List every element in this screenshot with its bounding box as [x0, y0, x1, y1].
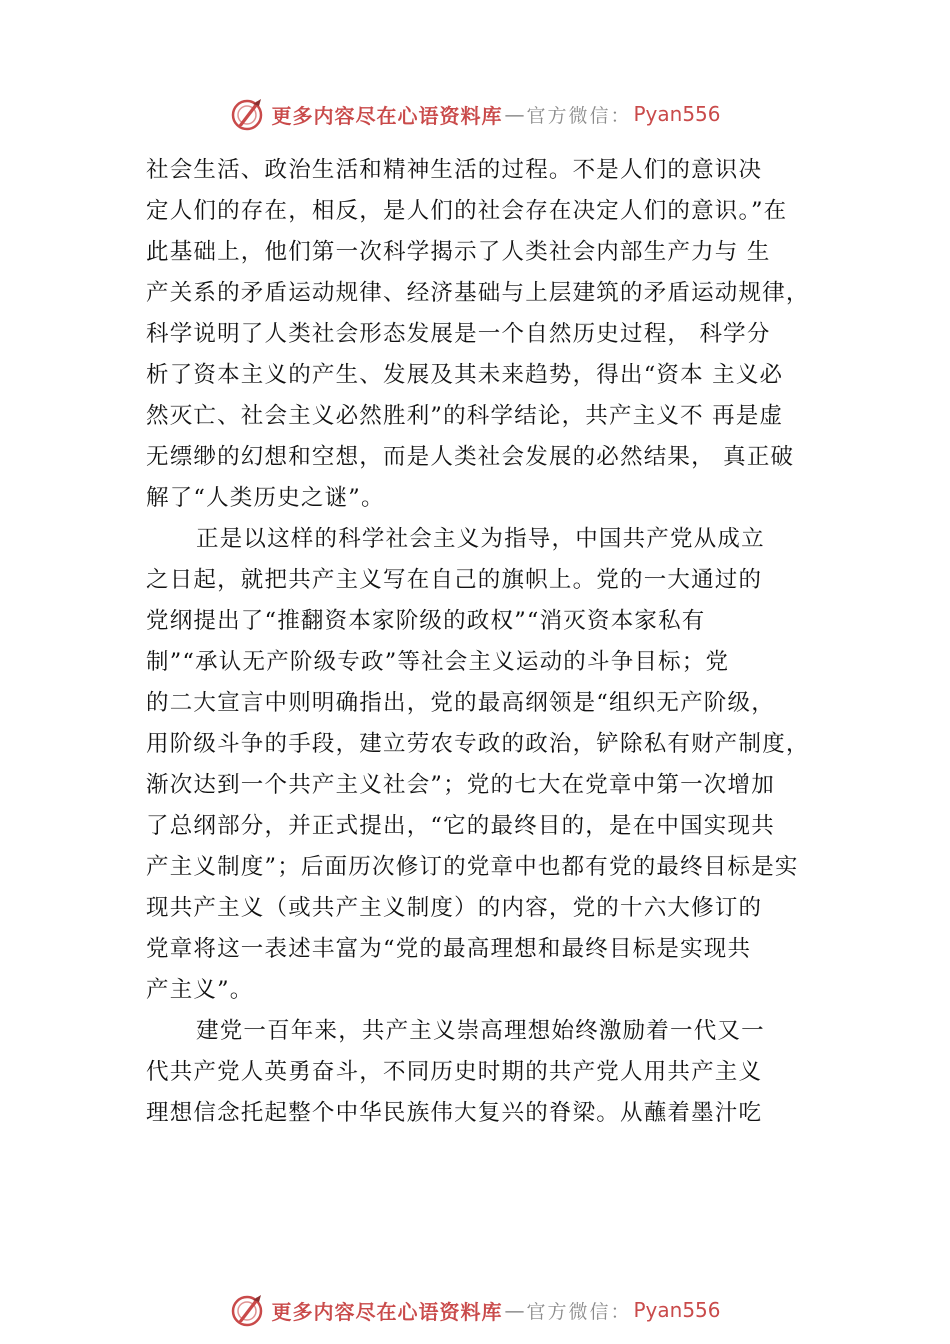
- text-line: 党章将这一表述丰富为“党的最高理想和最终目标是实现共: [146, 936, 752, 962]
- text-line: 社会生活、政治生活和精神生活的过程。不是人们的意识决: [146, 157, 763, 183]
- text-line: 用阶级斗争的手段，建立劳农专政的政治，铲除私有财产制度，: [146, 731, 810, 757]
- text-line: 之日起，就把共产主义写在自己的旗帜上。党的一大通过的: [146, 567, 763, 593]
- text-line: 然灭亡、社会主义必然胜利”的科学结论，共产主义不 再是虚: [146, 403, 784, 429]
- text-line: 产主义制度”；后面历次修订的党章中也都有党的最终目标是实: [146, 854, 799, 880]
- text-line: 党纲提出了“推翻资本家阶级的政权”“消灭资本家私有: [146, 608, 706, 634]
- text-line: 的二大宣言中则明确指出，党的最高纲领是“组织无产阶级，: [146, 690, 775, 716]
- footer-wechat-id: Pyan556: [633, 1298, 721, 1322]
- text-line: 现共产主义（或共产主义制度）的内容，党的十六大修订的: [146, 895, 763, 921]
- text-line: 析了资本主义的产生、发展及其未来趋势，得出“资本 主义必: [146, 362, 784, 388]
- text-line: 产主义”。: [146, 977, 254, 1003]
- header-banner: [0, 92, 950, 136]
- text-line: 产关系的矛盾运动规律、经济基础与上层建筑的矛盾运动规律，: [146, 280, 810, 306]
- text-line: 此基础上，他们第一次科学揭示了人类社会内部生产力与 生: [146, 239, 771, 265]
- text-line: 解了“人类历史之谜”。: [146, 485, 385, 511]
- text-line: 定人们的存在，相反，是人们的社会存在决定人们的意识。”在: [146, 198, 788, 224]
- header-wechat-label: 官方微信：: [526, 104, 632, 127]
- text-line: 无缥缈的幻想和空想，而是人类社会发展的必然结果， 真正破: [146, 444, 795, 470]
- footer-brand: 更多内容尽在心语资料库: [271, 1299, 503, 1324]
- text-line: 科学说明了人类社会形态发展是一个自然历史过程， 科学分: [146, 321, 771, 347]
- footer-banner: [0, 1288, 950, 1332]
- text-line: 制”“承认无产阶级专政”等社会主义运动的斗争目标；党: [146, 649, 730, 675]
- footer-dash: —: [504, 1298, 525, 1322]
- header-wechat-id: Pyan556: [633, 102, 721, 126]
- header-brand: 更多内容尽在心语资料库: [271, 103, 503, 128]
- text-line: 渐次达到一个共产主义社会”；党的七大在党章中第一次增加: [146, 772, 775, 798]
- quill-logo-icon: [229, 1292, 265, 1328]
- header-dash: —: [504, 102, 525, 126]
- text-line: 了总纲部分，并正式提出，“它的最终目的，是在中国实现共: [146, 813, 775, 839]
- footer-wechat-label: 官方微信：: [526, 1300, 632, 1323]
- quill-logo-icon: [229, 96, 265, 132]
- paragraph-start-line: 建党一百年来，共产主义崇高理想始终激励着一代又一: [196, 1018, 765, 1044]
- text-line: 理想信念托起整个中华民族伟大复兴的脊梁。从蘸着墨汁吃: [146, 1100, 763, 1126]
- text-line: 代共产党人英勇奋斗，不同历史时期的共产党人用共产主义: [146, 1059, 763, 1085]
- document-body: [146, 150, 836, 1134]
- paragraph-start-line: 正是以这样的科学社会主义为指导，中国共产党从成立: [196, 526, 765, 552]
